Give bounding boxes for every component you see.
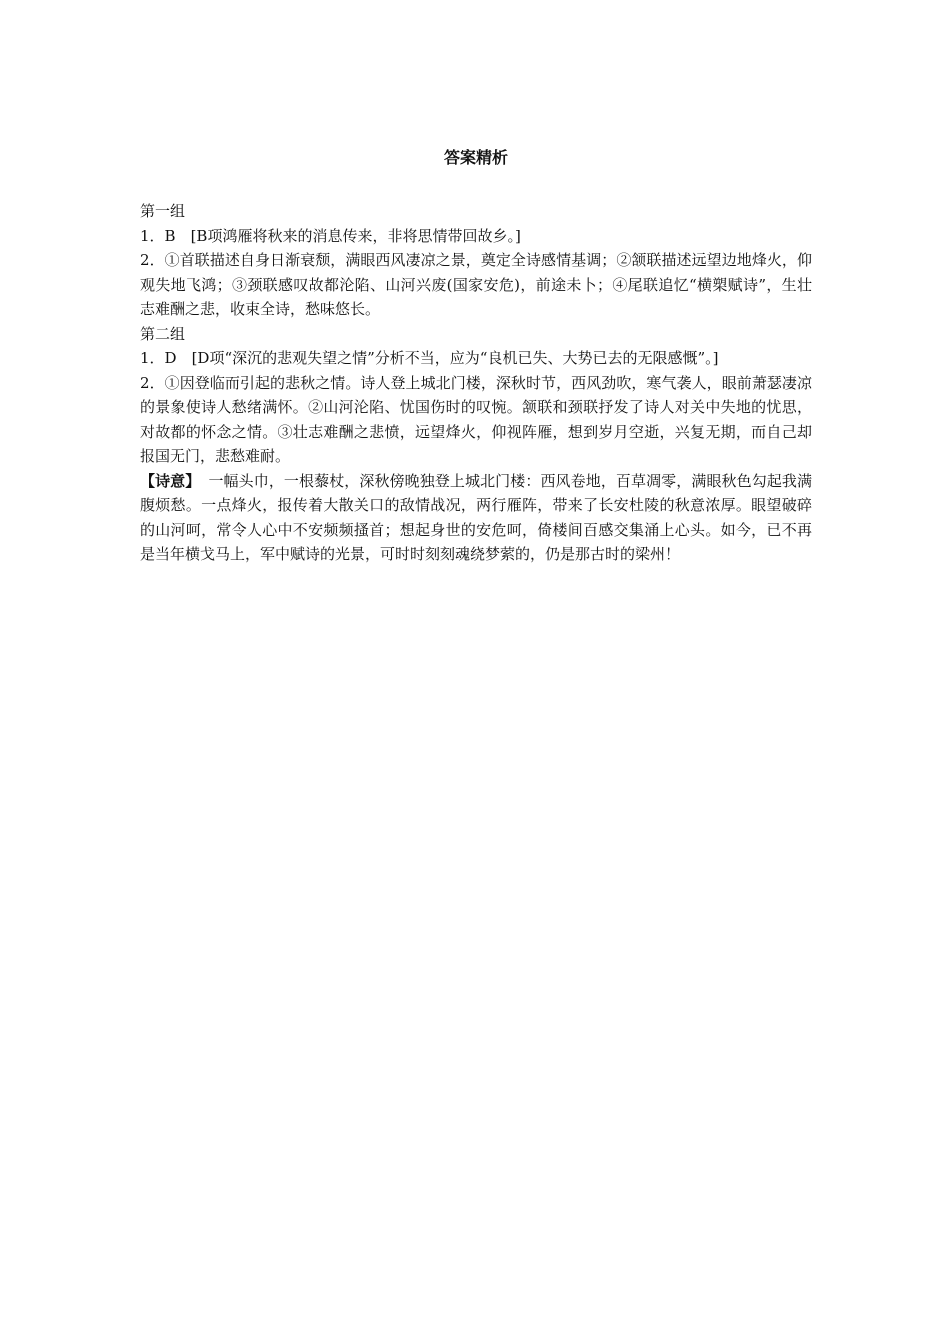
page-title: 答案精析 xyxy=(443,148,508,167)
group-2-heading: 第二组 xyxy=(140,324,186,343)
poem-meaning xyxy=(140,469,812,567)
group-1-answer-1: 1．B [B项鸿雁将秋来的消息传来，非将思情带回故乡。] xyxy=(140,226,521,245)
group-2-answer-2: 2．①因登临而引起的悲秋之情。诗人登上城北门楼，深秋时节，西风劲吹，寒气袭人，眼前萧瑟凄凉的景象使诗人愁绪满怀。②山河沦陷、忧国伤时的叹惋。颔联和颈联抒发了诗人对关中失地的忧思，对故都的怀念之情。③壮志难酬之悲愤，远望烽火，仰视阵雁，想到岁月空逝，兴复无期，而自己却报国无门，悲愁难耐。 xyxy=(140,373,812,465)
group-2-answer-1: 1．D [D项“深沉的悲观失望之情”分析不当，应为“良机已失、大势已去的无限感慨”。] xyxy=(140,349,719,367)
group-1-answer-2: 2．①首联描述自身日渐衰颓，满眼西风凄凉之景，奠定全诗感情基调；②颔联描述远望边地烽火，仰观失地飞鸿；③颈联感叹故都沦陷、山河兴废(国家安危)，前途未卜；④尾联追忆“横槊赋诗”，生壮志难酬之悲，收束全诗，愁味悠长。 xyxy=(140,251,812,318)
answer-page xyxy=(140,146,812,567)
poem-meaning-text: 一幅头巾，一根藜杖，深秋傍晚独登上城北门楼：西风卷地，百草凋零，满眼秋色勾起我满腹烦愁。一点烽火，报传着大散关口的敌情战况，两行雁阵，带来了长安杜陵的秋意浓厚。眼望破碎的山河呵，常令人心中不安频频搔首；想起身世的安危呵，倚楼间百感交集涌上心头。如今，已不再是当年横戈马上，军中赋诗的光景，可时时刻刻魂绕梦萦的，仍是那古时的梁州！ xyxy=(140,471,812,563)
poem-meaning-label: 【诗意】 xyxy=(140,471,201,490)
group-1-heading: 第一组 xyxy=(140,202,186,220)
